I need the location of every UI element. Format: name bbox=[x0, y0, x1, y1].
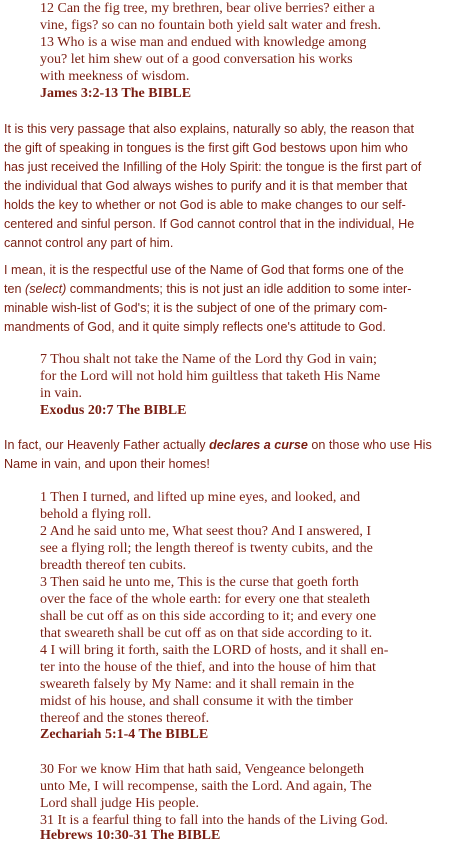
paragraph-line: minable wish-list of God's; it is the subject of one of the primary com- bbox=[4, 301, 388, 315]
quote-line: 31 It is a fearful thing to fall into the hands of the Living God. bbox=[40, 813, 388, 828]
paragraph-line: the gift of speaking in tongues is the first gift God bestows upon him who bbox=[4, 141, 408, 155]
paragraph-line: It is this very passage that also explains, naturally so ably, the reason that bbox=[4, 122, 414, 136]
quote-line: with meekness of wisdom. bbox=[40, 69, 190, 84]
quote-line: 2 And he said unto me, What seest thou? And I answered, I bbox=[40, 524, 372, 539]
quote-line: in vain. bbox=[40, 386, 82, 401]
quote-line: 4 I will bring it forth, saith the LORD of hosts, and it shall en- bbox=[40, 643, 389, 658]
paragraph-line: I mean, it is the respectful use of the Name of God that forms one of the bbox=[4, 263, 404, 277]
paragraph-line: centered and sinful person. If God cannot control that in the individual, He bbox=[4, 217, 415, 231]
quote-line: behold a flying roll. bbox=[40, 507, 152, 522]
quote-line: 13 Who is a wise man and endued with knowledge among bbox=[40, 35, 367, 50]
quote-line: sweareth falsely by My Name: and it shall remain in the bbox=[40, 677, 355, 692]
scripture-reference: Zechariah 5:1-4 The BIBLE bbox=[40, 727, 209, 742]
paragraph-line: holds the key to whether or not God is able to make changes to our self- bbox=[4, 198, 406, 212]
quote-line: 3 Then said he unto me, This is the curse that goeth forth bbox=[40, 575, 359, 590]
quote-line: 30 For we know Him that hath said, Vengeance belongeth bbox=[40, 762, 365, 777]
paragraph-line: cannot control any part of him. bbox=[4, 236, 174, 250]
scripture-reference: Hebrews 10:30-31 The BIBLE bbox=[40, 828, 221, 843]
quote-line: 12 Can the fig tree, my brethren, bear olive berries? either a bbox=[40, 1, 375, 16]
scripture-reference: James 3:2-13 The BIBLE bbox=[40, 86, 192, 101]
quote-line: you? let him shew out of a good conversation his works bbox=[40, 52, 353, 67]
paragraph-text: ten bbox=[4, 282, 26, 296]
paragraph-text: In fact, our Heavenly Father actually bbox=[4, 438, 210, 452]
quote-line: unto Me, I will recompense, saith the Lord. And again, The bbox=[40, 779, 372, 794]
paragraph-line bbox=[4, 281, 411, 297]
quote-line: Lord shall judge His people. bbox=[40, 796, 200, 811]
quote-line: see a flying roll; the length thereof is twenty cubits, and the bbox=[40, 541, 373, 556]
emphasis-text: declares a curse bbox=[209, 438, 308, 452]
quote-line: that sweareth shall be cut off as on that side according to it. bbox=[40, 626, 373, 641]
emphasis-text: (select) bbox=[25, 282, 67, 296]
quote-line: breadth thereof ten cubits. bbox=[40, 558, 187, 573]
quote-line: vine, figs? so can no fountain both yield salt water and fresh. bbox=[40, 18, 381, 33]
quote-line: over the face of the whole earth: for every one that stealeth bbox=[40, 592, 371, 607]
quote-line: shall be cut off as on this side according to it; and every one bbox=[40, 609, 377, 624]
paragraph-line bbox=[4, 437, 432, 453]
paragraph-line: the individual that God always wishes to purify and it is that member that bbox=[4, 179, 408, 193]
quote-line: ter into the house of the thief, and into the house of him that bbox=[40, 660, 376, 675]
quote-line: thereof and the stones thereof. bbox=[40, 711, 210, 726]
paragraph-text: on those who use His bbox=[307, 438, 432, 452]
quote-line: for the Lord will not hold him guiltless that taketh His Name bbox=[40, 369, 381, 384]
quote-line: midst of his house, and shall consume it with the timber bbox=[40, 694, 354, 709]
paragraph-line: mandments of God, and it quite simply reflects one's attitude to God. bbox=[4, 320, 386, 334]
scripture-reference: Exodus 20:7 The BIBLE bbox=[40, 403, 187, 418]
paragraph-line: has just received the Infilling of the Holy Spirit: the tongue is the first part of bbox=[4, 160, 422, 174]
quote-line: 7 Thou shalt not take the Name of the Lord thy God in vain; bbox=[40, 352, 377, 367]
paragraph-line: Name in vain, and upon their homes! bbox=[4, 457, 210, 471]
paragraph-text: commandments; this is not just an idle addition to some inter- bbox=[66, 282, 412, 296]
quote-line: 1 Then I turned, and lifted up mine eyes, and looked, and bbox=[40, 490, 361, 505]
